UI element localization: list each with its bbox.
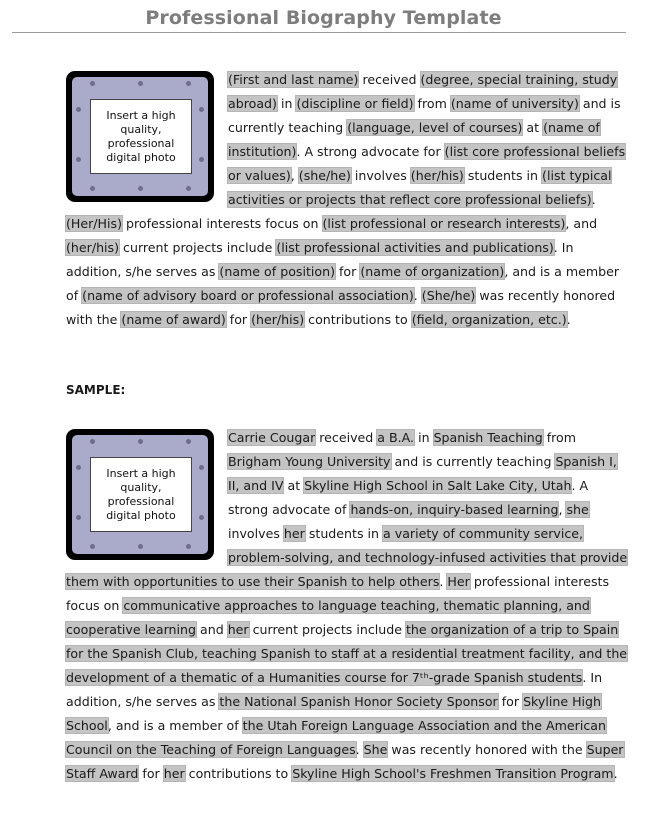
paragraph-text-run: involves xyxy=(228,526,284,541)
paragraph-text-run: professional interests focus on xyxy=(66,574,610,613)
paragraph-text-run: for xyxy=(138,766,164,781)
paragraph-text-run: . xyxy=(566,312,571,327)
placeholder-field[interactable]: Brigham Young University xyxy=(228,454,391,469)
placeholder-field[interactable]: her xyxy=(283,526,305,541)
paragraph-text-run: , and is a member of xyxy=(66,264,620,303)
placeholder-field[interactable]: (list professional activities and publications) xyxy=(276,240,554,255)
placeholder-field[interactable]: a variety of community service, problem-solving, and technology-infused activities that provide them with opportunities to use their Spanish to help others xyxy=(66,526,628,589)
placeholder-field[interactable]: (her/his) xyxy=(410,168,464,183)
paragraph-text-run: for xyxy=(335,264,361,279)
placeholder-field[interactable]: the organization of a trip to Spain for the Spanish Club, teaching Spanish to staff at a residential treatment facility, and the development of a thematic of a Humanities course for 7ᵗʰ-grade Spanish students xyxy=(66,622,628,685)
paragraph-text-run: . xyxy=(591,192,596,207)
paragraph-text-run: . In addition, s/he serves as xyxy=(66,670,603,709)
placeholder-field[interactable]: (name of award) xyxy=(121,312,226,327)
paragraph-text-run: and is currently teaching xyxy=(228,96,621,135)
placeholder-field[interactable]: She xyxy=(363,742,388,757)
paragraph-text-run: was recently honored with the xyxy=(66,288,616,327)
paragraph-text-run: received xyxy=(358,72,421,87)
paragraph-text-run: . In addition, s/he serves as xyxy=(66,240,574,279)
placeholder-field[interactable]: (language, level of courses) xyxy=(347,120,523,135)
paragraph-text-run: . xyxy=(439,574,448,589)
placeholder-field[interactable]: hands-on, inquiry-based learning xyxy=(350,502,559,517)
paragraph-text-run: contributions to xyxy=(184,766,293,781)
placeholder-field[interactable]: Super Staff Award xyxy=(66,742,624,781)
paragraph-text-run: from xyxy=(542,430,577,445)
paragraph-text-run: received xyxy=(315,430,378,445)
paragraph-text-run: professional interests focus on xyxy=(122,216,323,231)
template-paragraph xyxy=(66,68,628,332)
placeholder-field[interactable]: (discipline or field) xyxy=(296,96,414,111)
placeholder-field[interactable]: Spanish Teaching xyxy=(433,430,543,445)
paragraph-text-run: was recently honored with the xyxy=(387,742,587,757)
placeholder-field[interactable]: the National Spanish Honor Society Sponsor xyxy=(219,694,498,709)
placeholder-field[interactable]: (name of organization) xyxy=(360,264,505,279)
sample-label: SAMPLE: xyxy=(66,383,126,397)
placeholder-field[interactable]: (degree, special training, study abroad) xyxy=(228,72,618,111)
placeholder-field[interactable]: (list professional or research interests) xyxy=(322,216,566,231)
paragraph-text-run: from xyxy=(413,96,451,111)
sample-paragraph xyxy=(66,426,628,786)
paragraph-text-run: , xyxy=(558,502,567,517)
paragraph-text-run: in xyxy=(414,430,434,445)
placeholder-field[interactable]: Skyline High School's Freshmen Transition Program xyxy=(292,766,614,781)
photo-placeholder[interactable]: Insert a high quality, professional digital photo xyxy=(90,457,192,532)
placeholder-field[interactable]: (She/he) xyxy=(421,288,476,303)
placeholder-field[interactable]: communicative approaches to language teaching, thematic planning, and cooperative learning xyxy=(66,598,590,637)
placeholder-field[interactable]: (she/he) xyxy=(298,168,351,183)
placeholder-field[interactable]: (list typical activities or projects that reflect core professional beliefs) xyxy=(228,168,612,207)
placeholder-field[interactable]: (name of advisory board or professional association) xyxy=(82,288,414,303)
paragraph-text-run: . A strong advocate of xyxy=(228,478,589,517)
placeholder-field[interactable]: the Utah Foreign Language Association and the American Council on the Teaching of Foreign Languages xyxy=(66,718,606,757)
placeholder-field[interactable]: Her xyxy=(447,574,470,589)
paragraph-text-run: at xyxy=(283,478,305,493)
placeholder-field[interactable]: (her/his) xyxy=(66,240,120,255)
paragraph-text-run: for xyxy=(497,694,524,709)
placeholder-field[interactable]: Skyline High School in Salt Lake City, Utah xyxy=(304,478,572,493)
paragraph-text-run: students in xyxy=(304,526,384,541)
placeholder-field[interactable]: a B.A. xyxy=(377,430,415,445)
paragraph-text-run: contributions to xyxy=(304,312,412,327)
placeholder-field[interactable]: (her/his) xyxy=(251,312,305,327)
paragraph-text-run: . A strong advocate for xyxy=(296,144,445,159)
paragraph-text-run: . xyxy=(413,288,422,303)
placeholder-field[interactable]: (name of institution) xyxy=(228,120,600,159)
paragraph-text-run: current projects include xyxy=(119,240,277,255)
paragraph-text-run: and is currently teaching xyxy=(390,454,556,469)
paragraph-text-run: for xyxy=(225,312,252,327)
placeholder-field[interactable]: Carrie Cougar xyxy=(228,430,316,445)
paragraph-text-run: and xyxy=(196,622,228,637)
paragraph-text-run: . xyxy=(613,766,618,781)
paragraph-text-run: current projects include xyxy=(248,622,406,637)
paragraph-text-run: , and is a member of xyxy=(107,718,243,733)
paragraph-text-run: . xyxy=(355,742,364,757)
placeholder-field[interactable]: (name of university) xyxy=(450,96,579,111)
document-title: Professional Biography Template xyxy=(145,7,502,29)
paragraph-text-run: , and xyxy=(565,216,598,231)
paragraph-text-run: students in xyxy=(463,168,543,183)
paragraph-text-run: involves xyxy=(350,168,411,183)
placeholder-field[interactable]: (Her/His) xyxy=(66,216,122,231)
paragraph-text-run: in xyxy=(276,96,297,111)
placeholder-field[interactable]: her xyxy=(227,622,249,637)
placeholder-field[interactable]: she xyxy=(566,502,589,517)
paragraph-text-run: at xyxy=(522,120,544,135)
placeholder-field[interactable]: Skyline High School xyxy=(66,694,602,733)
photo-placeholder[interactable]: Insert a high quality, professional digital photo xyxy=(90,99,192,174)
placeholder-field[interactable]: (list core professional beliefs or values) xyxy=(228,144,626,183)
paragraph-text-run: , xyxy=(290,168,299,183)
title-divider xyxy=(12,32,626,33)
placeholder-field[interactable]: Spanish I, II, and IV xyxy=(228,454,617,493)
placeholder-field[interactable]: her xyxy=(163,766,185,781)
placeholder-field[interactable]: (field, organization, etc.) xyxy=(411,312,567,327)
placeholder-field[interactable]: (name of position) xyxy=(219,264,335,279)
placeholder-field[interactable]: (First and last name) xyxy=(228,72,359,87)
